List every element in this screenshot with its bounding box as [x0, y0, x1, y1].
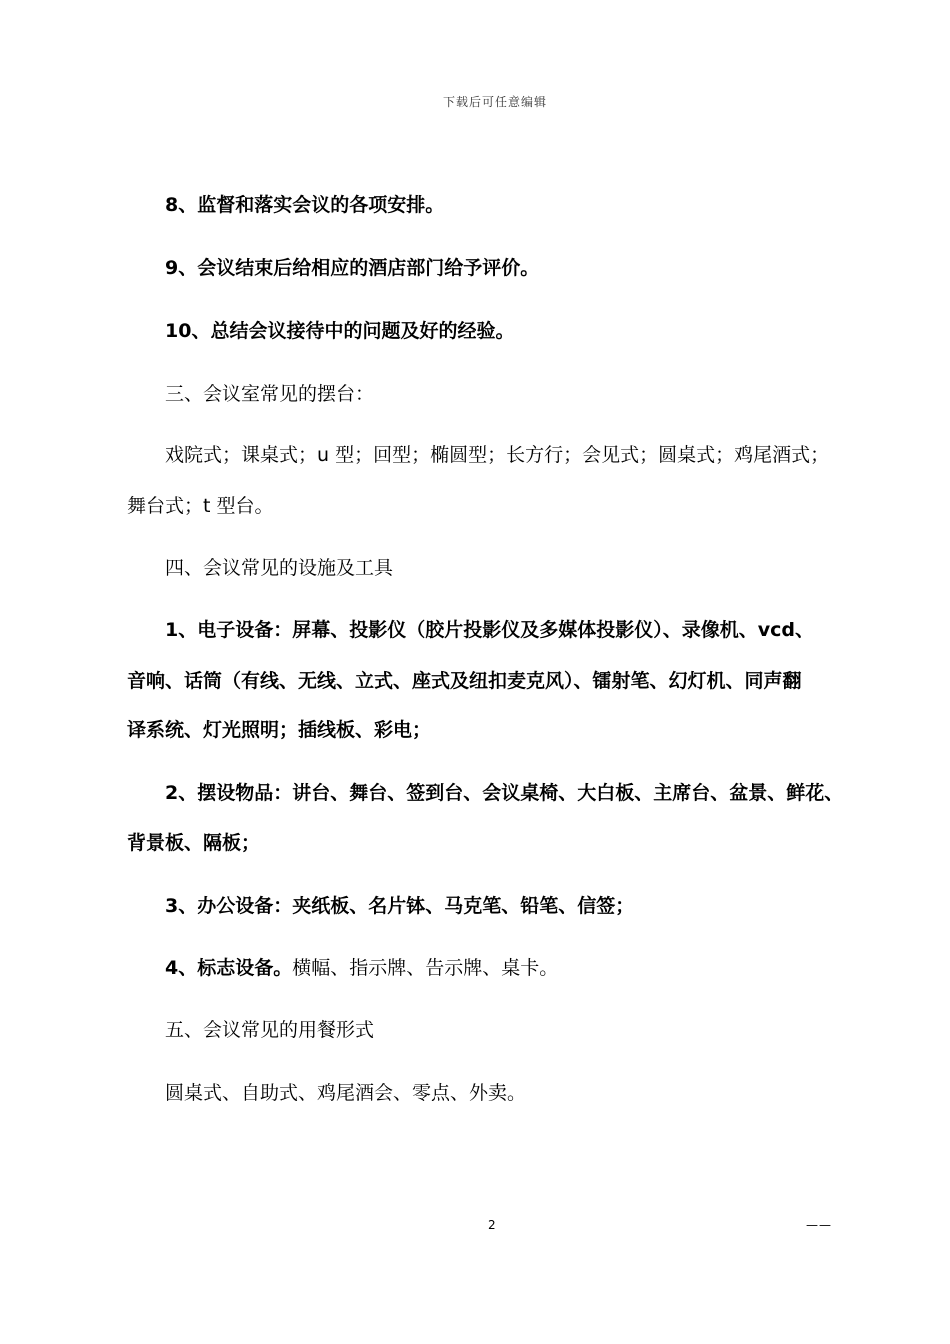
- text-line-6: 舞台式；t 型台。: [127, 495, 274, 517]
- text-line-16: 圆桌式、自助式、鸡尾酒会、零点、外卖。: [165, 1082, 527, 1104]
- text-line-12: 背景板、隔板；: [127, 832, 261, 854]
- text-line-10: 译系统、灯光照明；插线板、彩电；: [127, 719, 432, 741]
- text-line-11: 2、摆设物品：讲台、舞台、签到台、会议桌椅、大白板、主席台、盆景、鲜花、: [165, 782, 844, 804]
- text-line-5: 戏院式；课桌式；u 型；回型；椭圆型；长方行；会见式；圆桌式；鸡尾酒式；: [165, 444, 830, 466]
- page-number: 2: [488, 1218, 496, 1232]
- text-line-14-rest: 横幅、指示牌、告示牌、桌卡。: [292, 957, 559, 979]
- section-heading-5: 五、会议常见的用餐形式: [165, 1019, 375, 1041]
- text-line-13: 3、办公设备：夹纸板、名片钵、马克笔、铅笔、信签；: [165, 895, 635, 917]
- section-heading-3: 三、会议室常见的摆台：: [165, 383, 375, 405]
- text-line-3: 10、总结会议接待中的问题及好的经验。: [165, 320, 515, 342]
- text-line-9: 音响、话筒（有线、无线、立式、座式及纽扣麦克风）、镭射笔、幻灯机、同声翻: [127, 670, 802, 692]
- text-line-2: 9、会议结束后给相应的酒店部门给予评价。: [165, 257, 540, 279]
- section-heading-4: 四、会议常见的设施及工具: [165, 557, 394, 579]
- text-line-1: 8、监督和落实会议的各项安排。: [165, 194, 445, 216]
- text-line-8: 1、电子设备：屏幕、投影仪（胶片投影仪及多媒体投影仪）、录像机、vcd、: [165, 619, 814, 641]
- footer-dash: ——: [806, 1218, 832, 1232]
- text-line-14-bold: 4、标志设备。: [165, 957, 293, 979]
- text-line-14: [165, 955, 558, 981]
- page-header: 下载后可任意编辑: [442, 95, 547, 109]
